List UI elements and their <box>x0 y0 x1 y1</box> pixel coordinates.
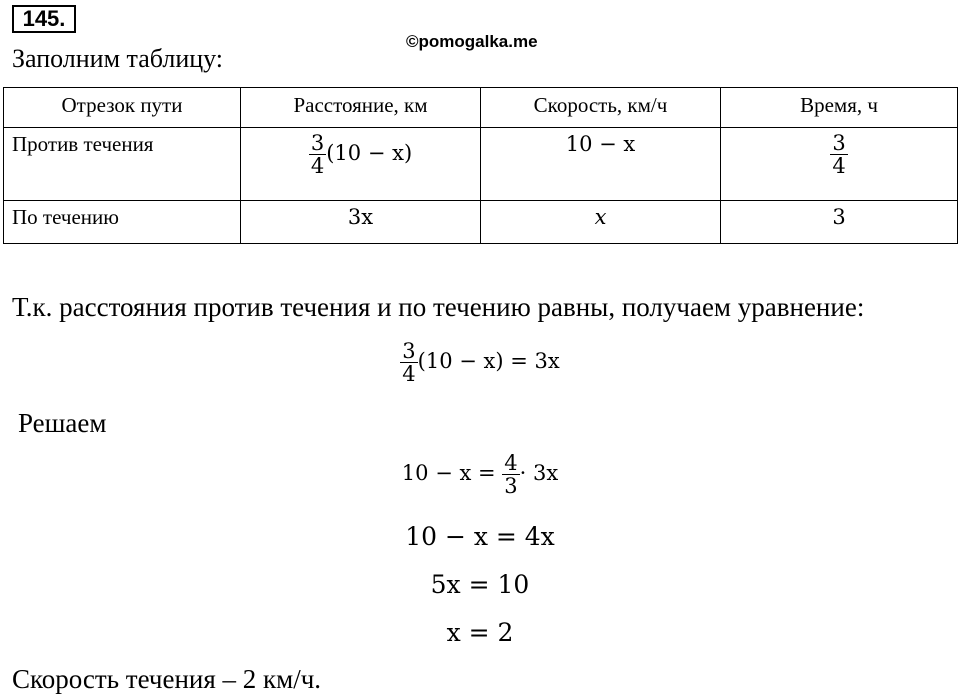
solve-label: Решаем <box>18 408 107 438</box>
header-segment: Отрезок пути <box>4 88 241 128</box>
header-time: Время, ч <box>721 88 958 128</box>
main-equation <box>0 340 960 385</box>
fraction-numerator: 4 <box>504 451 518 475</box>
problem-number: 145. <box>12 5 76 33</box>
fraction <box>830 132 847 177</box>
solution-step-3: 5x = 10 <box>430 570 530 599</box>
cell-distance-downstream: 3x <box>241 201 481 244</box>
answer-text: Скорость течения – 2 км/ч. <box>12 664 322 694</box>
solution-step-2: 10 − x = 4x <box>405 522 555 551</box>
main-equation-expression: (10 − x) = 3x <box>417 349 560 374</box>
fraction <box>400 340 417 385</box>
cell-time-upstream <box>721 128 958 201</box>
fraction-denominator: 4 <box>402 362 416 387</box>
watermark: ©pomogalka.me <box>406 32 538 51</box>
step1-rhs: · 3x <box>519 461 559 486</box>
fraction-denominator: 3 <box>504 474 518 499</box>
step1-lhs: 10 − x = <box>401 461 503 486</box>
header-distance: Расстояние, км <box>241 88 481 128</box>
cell-distance-upstream <box>241 128 481 201</box>
fraction-numerator: 3 <box>402 339 416 363</box>
header-speed: Скорость, км/ч <box>481 88 721 128</box>
fraction-numerator: 3 <box>310 131 325 155</box>
fraction <box>309 132 326 177</box>
fraction-denominator: 4 <box>832 154 846 179</box>
solution-step-4: x = 2 <box>446 618 514 647</box>
fraction-numerator: 3 <box>832 131 846 155</box>
row-label-downstream: По течению <box>4 201 241 244</box>
solution-step-1 <box>0 452 960 497</box>
cell-time-downstream: 3 <box>721 201 958 244</box>
table-row <box>4 128 958 201</box>
fraction <box>502 452 519 497</box>
intro-text: Заполним таблицу: <box>12 44 224 73</box>
explanation-paragraph: Т.к. расстояния против течения и по течению равны, получаем уравнение: <box>12 292 865 322</box>
table-row <box>4 201 958 244</box>
table-header-row <box>4 88 958 128</box>
cell-speed-downstream: x <box>481 201 721 244</box>
row-label-upstream: Против течения <box>4 128 241 201</box>
fraction-denominator: 4 <box>310 154 325 179</box>
data-table <box>3 87 958 244</box>
cell-speed-upstream: 10 − x <box>481 128 721 201</box>
distance-expression: (10 − x) <box>326 141 413 166</box>
